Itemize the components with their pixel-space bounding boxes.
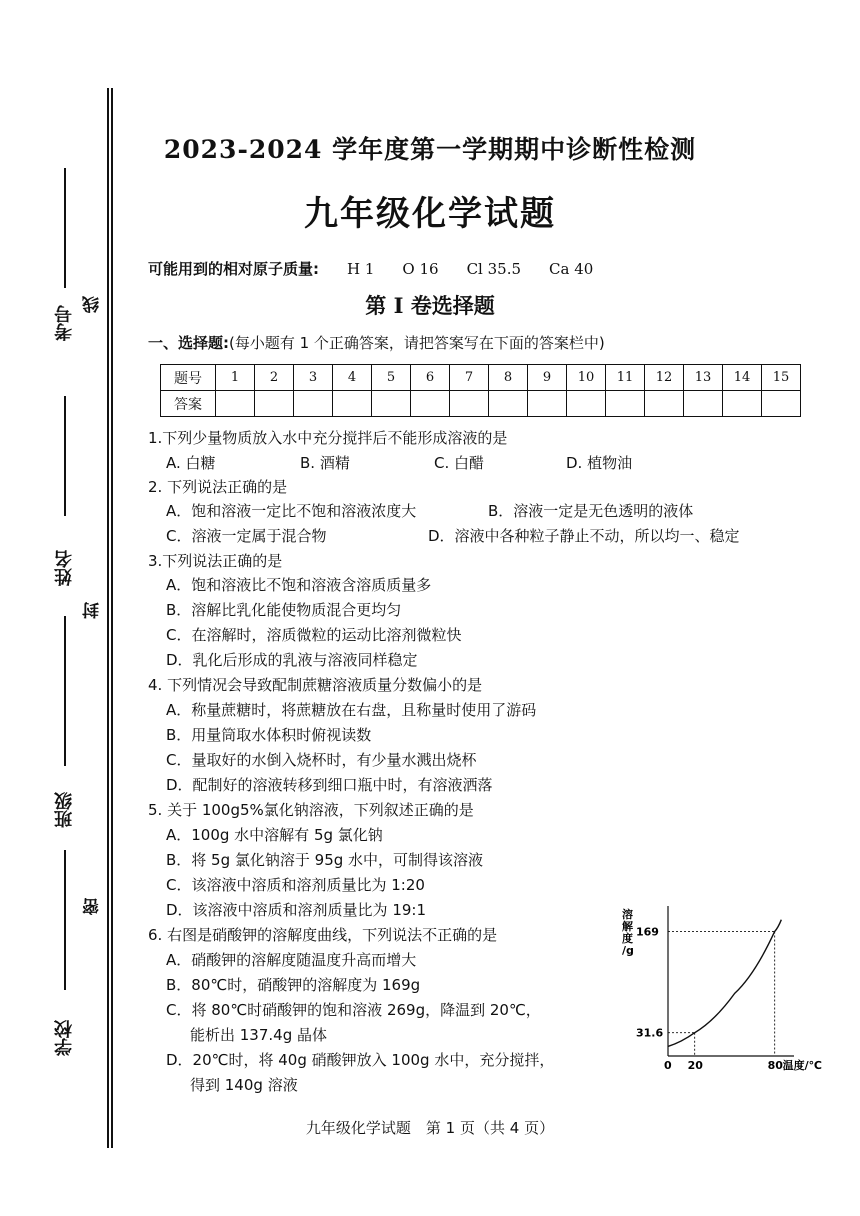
question-3-option-b: B．溶解比乳化能使物质混合更均匀 — [166, 601, 402, 619]
answer-cell[interactable] — [450, 391, 489, 417]
question-4-option-d: D．配制好的溶液转移到细口瓶中时，有溶液洒落 — [166, 776, 493, 794]
question-5-option-d: D．该溶液中溶质和溶剂质量比为 19:1 — [166, 901, 427, 919]
question-3-option-a: A．饱和溶液比不饱和溶液含溶质质量多 — [166, 576, 432, 594]
question-2-option-d: D．溶液中各种粒子静止不动，所以均一、稳定 — [428, 527, 740, 545]
answer-table-row1-label: 题号 — [161, 365, 216, 391]
question-6-stem: 6. 右图是硝酸钾的溶解度曲线，下列说法不正确的是 — [148, 926, 498, 944]
question-4-option-c: C．量取好的水倒入烧杯时，有少量水溅出烧杯 — [166, 751, 477, 769]
instruction-body: (每小题有 1 个正确答案，请把答案写在下面的答案栏中) — [229, 334, 605, 352]
answer-cell[interactable] — [216, 391, 255, 417]
answer-cell[interactable] — [684, 391, 723, 417]
q-number-cell: 11 — [606, 365, 645, 391]
q-number-cell: 6 — [411, 365, 450, 391]
q-number-cell: 15 — [762, 365, 801, 391]
kaohao-label: 考号 — [54, 305, 75, 341]
atom-cl: Cl 35.5 — [466, 260, 522, 278]
kaohao-lower-blank — [64, 396, 66, 516]
question-6-option-b: B．80℃时，硝酸钾的溶解度为 169g — [166, 976, 421, 994]
question-1-option-d: D. 植物油 — [566, 454, 633, 472]
binding-line-inner — [111, 88, 113, 1148]
xingming-label: 姓名 — [54, 550, 75, 586]
y-axis-label: 解 — [622, 920, 633, 933]
answer-cell[interactable] — [489, 391, 528, 417]
banji-label: 班级 — [54, 792, 75, 828]
solubility-curve — [668, 920, 781, 1047]
q-number-cell: 5 — [372, 365, 411, 391]
question-6-option-d-cont: 得到 140g 溶液 — [190, 1076, 298, 1094]
question-2-option-c: C．溶液一定属于混合物 — [166, 527, 327, 545]
instruction-head: 一、选择题: — [148, 334, 229, 352]
atom-o: O 16 — [402, 260, 439, 278]
question-6-option-c: C．将 80℃时硝酸钾的饱和溶液 269g，降温到 20℃， — [166, 1001, 541, 1019]
q-number-cell: 9 — [528, 365, 567, 391]
question-5-option-b: B．将 5g 氯化钠溶于 95g 水中，可制得该溶液 — [166, 851, 484, 869]
y-axis-label: 溶 — [622, 908, 633, 921]
q-number-cell: 10 — [567, 365, 606, 391]
answer-table-answer-row — [161, 391, 801, 417]
binding-line-outer — [107, 88, 109, 1148]
answer-table-row2-label: 答案 — [161, 391, 216, 417]
page-footer: 九年级化学试题 第 1 页（共 4 页） — [305, 1119, 555, 1137]
exam-subject: 九年级化学试题 — [304, 194, 556, 234]
answer-cell[interactable] — [606, 391, 645, 417]
q-number-cell: 13 — [684, 365, 723, 391]
question-3-option-d: D．乳化后形成的乳液与溶液同样稳定 — [166, 651, 418, 669]
answer-cell[interactable] — [567, 391, 606, 417]
atom-h: H 1 — [347, 260, 375, 278]
banji-blank — [64, 850, 66, 990]
question-6-option-c-cont: 能析出 137.4g 晶体 — [190, 1026, 328, 1044]
answer-cell[interactable] — [372, 391, 411, 417]
atom-ca: Ca 40 — [549, 260, 594, 278]
xuexiao-label: 学校 — [54, 1020, 75, 1056]
answer-cell[interactable] — [411, 391, 450, 417]
q-number-cell: 2 — [255, 365, 294, 391]
y-tick-label: 31.6 — [636, 1026, 664, 1040]
exam-title: 2023-2024 学年度第一学期期中诊断性检测 — [163, 135, 697, 164]
atomic-masses — [148, 258, 593, 279]
question-1-option-a: A. 白糖 — [166, 454, 216, 472]
question-4-option-b: B．用量筒取水体积时俯视读数 — [166, 726, 372, 744]
question-5-stem: 5. 关于 100g5%氯化钠溶液，下列叙述正确的是 — [148, 801, 474, 819]
section-title: 第 I 卷选择题 — [365, 293, 495, 318]
y-axis-label: 度 — [622, 932, 633, 945]
q-number-cell: 1 — [216, 365, 255, 391]
answer-cell[interactable] — [294, 391, 333, 417]
q-number-cell: 8 — [489, 365, 528, 391]
question-1-stem: 1.下列少量物质放入水中充分搅拌后不能形成溶液的是 — [148, 429, 508, 447]
answer-cell[interactable] — [333, 391, 372, 417]
instruction — [148, 332, 605, 353]
question-3-option-c: C．在溶解时，溶质微粒的运动比溶剂微粒快 — [166, 626, 462, 644]
answer-cell[interactable] — [645, 391, 684, 417]
q-number-cell: 4 — [333, 365, 372, 391]
question-3-stem: 3.下列说法正确的是 — [148, 552, 283, 570]
question-5-option-a: A．100g 水中溶解有 5g 氯化钠 — [166, 826, 383, 844]
xian-mark: 线 — [83, 296, 103, 313]
question-2-option-a: A．饱和溶液一定比不饱和溶液浓度大 — [166, 502, 417, 520]
answer-table — [160, 364, 801, 417]
question-5-option-c: C．该溶液中溶质和溶剂质量比为 1:20 — [166, 876, 425, 894]
answer-cell[interactable] — [723, 391, 762, 417]
question-6-option-d: D．20℃时，将 40g 硝酸钾放入 100g 水中，充分搅拌， — [166, 1051, 555, 1069]
solubility-chart — [620, 906, 823, 1076]
question-2-option-b: B．溶液一定是无色透明的液体 — [488, 502, 694, 520]
q-number-cell: 14 — [723, 365, 762, 391]
q-number-cell: 12 — [645, 365, 684, 391]
answer-cell[interactable] — [255, 391, 294, 417]
feng-mark: 封 — [83, 602, 103, 619]
question-4-stem: 4. 下列情况会导致配制蔗糖溶液质量分数偏小的是 — [148, 676, 483, 694]
q-number-cell: 7 — [450, 365, 489, 391]
x-axis-label: 温度/℃ — [782, 1059, 823, 1072]
question-1-option-b: B. 酒精 — [300, 454, 350, 472]
x-tick-label: 0 — [664, 1059, 672, 1072]
answer-cell[interactable] — [528, 391, 567, 417]
question-6-option-a: A．硝酸钾的溶解度随温度升高而增大 — [166, 951, 417, 969]
y-tick-label: 169 — [636, 925, 659, 939]
answer-table-number-row — [161, 365, 801, 391]
answer-cell[interactable] — [762, 391, 801, 417]
mi-mark: 密 — [83, 898, 103, 915]
y-axis-label: /g — [622, 944, 634, 957]
x-tick-label: 20 — [687, 1059, 703, 1072]
question-4-option-a: A．称量蔗糖时，将蔗糖放在右盘，且称量时使用了游码 — [166, 701, 537, 719]
question-2-stem: 2. 下列说法正确的是 — [148, 478, 288, 496]
xingming-blank — [64, 616, 66, 766]
atoms-label: 可能用到的相对原子质量: — [148, 260, 319, 278]
q-number-cell: 3 — [294, 365, 333, 391]
question-1-option-c: C. 白醋 — [434, 454, 485, 472]
x-tick-label: 80 — [767, 1059, 783, 1072]
